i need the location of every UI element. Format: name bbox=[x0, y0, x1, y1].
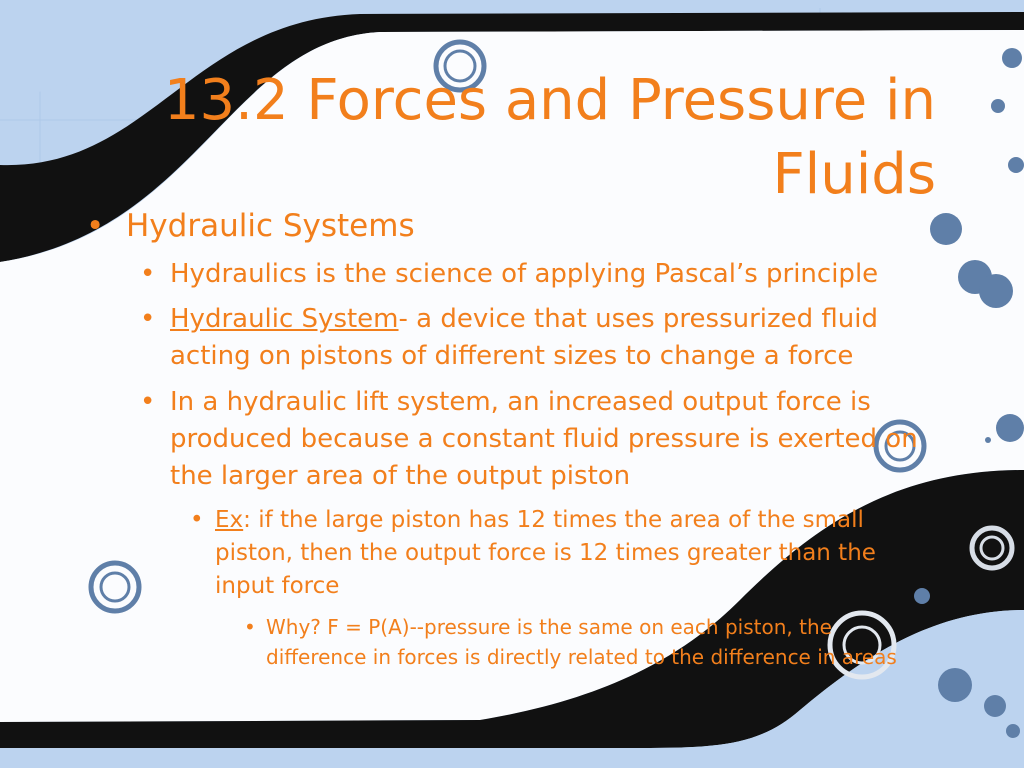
bullet-why bbox=[244, 612, 934, 672]
bullet-text: In a hydraulic lift system, an increased output force is produced because a constant fluid pressure is exerted on the larger area of the output piston bbox=[170, 387, 918, 491]
bullet-icon: • bbox=[86, 208, 105, 244]
bullet-text: Hydraulic Systems bbox=[126, 208, 415, 244]
bullet-text: Why? F = P(A)--pressure is the same on each piston, the difference in forces is directly related to the difference in areas bbox=[266, 615, 897, 669]
bullet-example bbox=[190, 504, 950, 603]
bullet-icon: • bbox=[190, 507, 204, 533]
bullet-text-block bbox=[170, 301, 930, 375]
bullet-text: - a device that uses pressurized fluid acting on pistons of different sizes to change a force bbox=[170, 304, 879, 371]
bullet-hydraulic-systems bbox=[86, 208, 786, 244]
term-hydraulic-system: Hydraulic System bbox=[170, 304, 399, 334]
bullet-text: : if the large piston has 12 times the area of the small piston, then the output force is 12 times greater than the input force bbox=[215, 507, 876, 599]
bullet-text-block bbox=[215, 504, 940, 603]
term-ex: Ex bbox=[215, 507, 244, 533]
bullet-hydraulic-lift bbox=[140, 384, 930, 495]
bullet-icon: • bbox=[140, 387, 156, 417]
bullet-icon: • bbox=[140, 304, 156, 334]
bullet-hydraulics-definition bbox=[140, 256, 930, 293]
slide-title: 13.2 Forces and Pressure in Fluids bbox=[163, 68, 936, 207]
bullet-hydraulic-system bbox=[140, 301, 930, 375]
bullet-icon: • bbox=[140, 259, 156, 289]
bullet-text: Hydraulics is the science of applying Pascal’s principle bbox=[170, 259, 879, 289]
bullet-icon: • bbox=[244, 615, 256, 639]
